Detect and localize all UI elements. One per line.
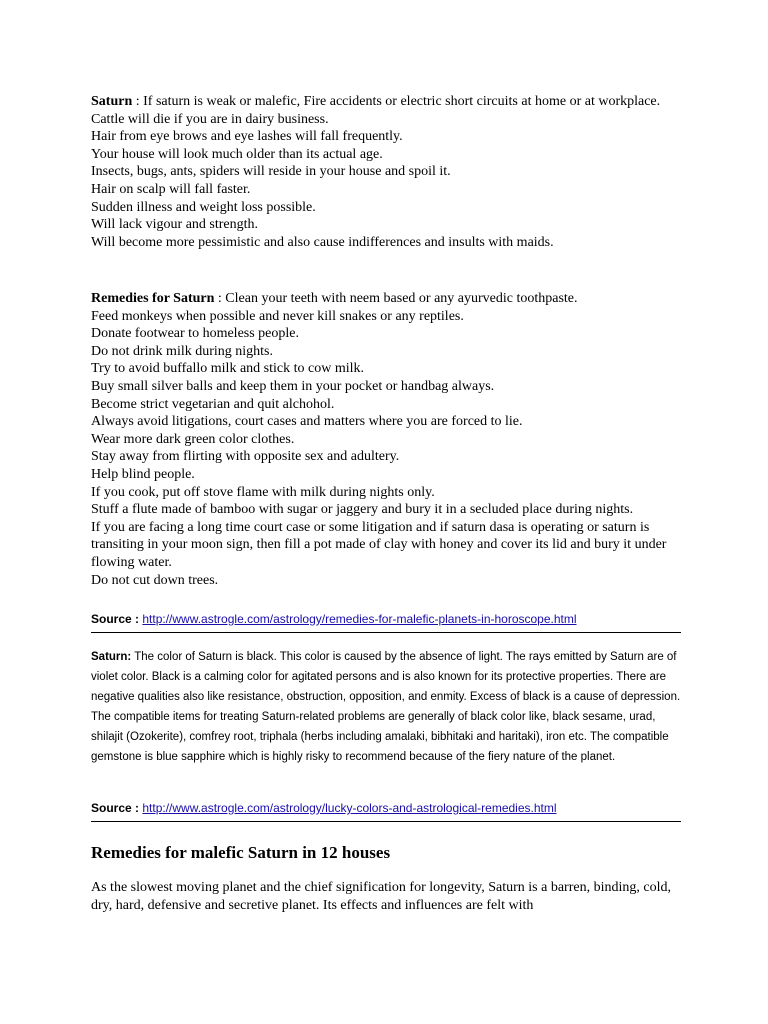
saturn-effect-line: Your house will look much older than its actual age. xyxy=(91,146,383,162)
source-link-2[interactable]: http://www.astrogle.com/astrology/lucky-colors-and-astrological-remedies.html xyxy=(142,801,557,815)
remedies-intro-text: : Clean your teeth with neem based or any ayurvedic toothpaste. xyxy=(214,291,578,306)
saturn-effects-section xyxy=(91,93,691,251)
saturn-remedies-section xyxy=(91,290,691,589)
horizontal-divider xyxy=(91,821,681,822)
remedy-line: Wear more dark green color clothes. xyxy=(91,431,295,447)
remedy-line: If you cook, put off stove flame with milk during nights only. xyxy=(91,484,435,500)
remedy-line: Donate footwear to homeless people. xyxy=(91,326,299,342)
source-citation-1 xyxy=(91,611,681,627)
remedy-line: Stay away from flirting with opposite sex and adultery. xyxy=(91,449,400,465)
remedies-intro-paragraph xyxy=(91,290,691,308)
horizontal-divider xyxy=(91,632,681,633)
saturn-effect-line: Hair on scalp will fall faster. xyxy=(91,181,251,197)
remedies-heading: Remedies for Saturn xyxy=(91,291,215,306)
saturn-effect-line: Will lack vigour and strength. xyxy=(91,217,259,233)
saturn-effect-line: Insects, bugs, ants, spiders will reside in your house and spoil it. xyxy=(91,164,451,180)
saturn-color-note xyxy=(91,647,681,767)
section-intro-paragraph: As the slowest moving planet and the chief signification for longevity, Saturn is a barren, binding, cold, dry, hard, defensive and secretive planet. Its effects and influences are felt with xyxy=(91,880,671,913)
remedy-line: Always avoid litigations, court cases and matters where you are forced to lie. xyxy=(91,414,523,430)
saturn-effect-line: Will become more pessimistic and also cause indifferences and insults with maids. xyxy=(91,234,554,250)
saturn-effect-line: Cattle will die if you are in dairy business. xyxy=(91,111,329,127)
remedy-line: Do not cut down trees. xyxy=(91,572,219,588)
remedy-line: Help blind people. xyxy=(91,466,195,482)
color-note-body: The color of Saturn is black. This color is caused by the absence of light. The rays emitted by Saturn are of violet color. Black is a calming color for agitated persons and is also known for its protective properties. There are negative qualities also like resistance, obstruction, opposition, and enmity. Excess of black is a cause of depression. The compatible items for treating Saturn-related problems are generally of black color like, black sesame, urad, shilajit (Ozokerite), comfrey root, triphala (herbs including amalaki, bibhitaki and haritaki), iron etc. The compatible gemstone is blue sapphire which is highly risky to recommend because of the fiery nature of the planet. xyxy=(91,651,681,763)
remedy-line: Buy small silver balls and keep them in your pocket or handbag always. xyxy=(91,378,495,394)
saturn-effect-line: Hair from eye brows and eye lashes will fall frequently. xyxy=(91,129,403,145)
remedy-line: Feed monkeys when possible and never kill snakes or any reptiles. xyxy=(91,308,464,324)
saturn-heading: Saturn xyxy=(91,94,133,109)
source-label: Source : xyxy=(91,801,140,815)
color-note-heading: Saturn: xyxy=(91,651,132,663)
saturn-intro-text: : If saturn is weak or malefic, Fire accidents or electric short circuits at home or at workplace. xyxy=(132,94,661,109)
section-heading: Remedies for malefic Saturn in 12 houses xyxy=(91,843,391,862)
saturn-intro-paragraph xyxy=(91,93,691,111)
remedy-line: Stuff a flute made of bamboo with sugar or jaggery and bury it in a secluded place during nights. xyxy=(91,502,634,518)
saturn-effect-line: Sudden illness and weight loss possible. xyxy=(91,199,316,215)
remedy-line: Become strict vegetarian and quit alchohol. xyxy=(91,396,335,412)
source-citation-2 xyxy=(91,800,681,816)
remedy-line: Try to avoid buffallo milk and stick to cow milk. xyxy=(91,361,364,377)
source-label: Source : xyxy=(91,612,140,626)
remedy-line: If you are facing a long time court case or some litigation and if saturn dasa is operating or saturn is transiting in your moon sign, then fill a pot made of clay with honey and cover its lid and bury it under flowing water. xyxy=(91,519,667,570)
source-link-1[interactable]: http://www.astrogle.com/astrology/remedies-for-malefic-planets-in-horoscope.html xyxy=(142,612,577,626)
remedy-line: Do not drink milk during nights. xyxy=(91,343,273,359)
